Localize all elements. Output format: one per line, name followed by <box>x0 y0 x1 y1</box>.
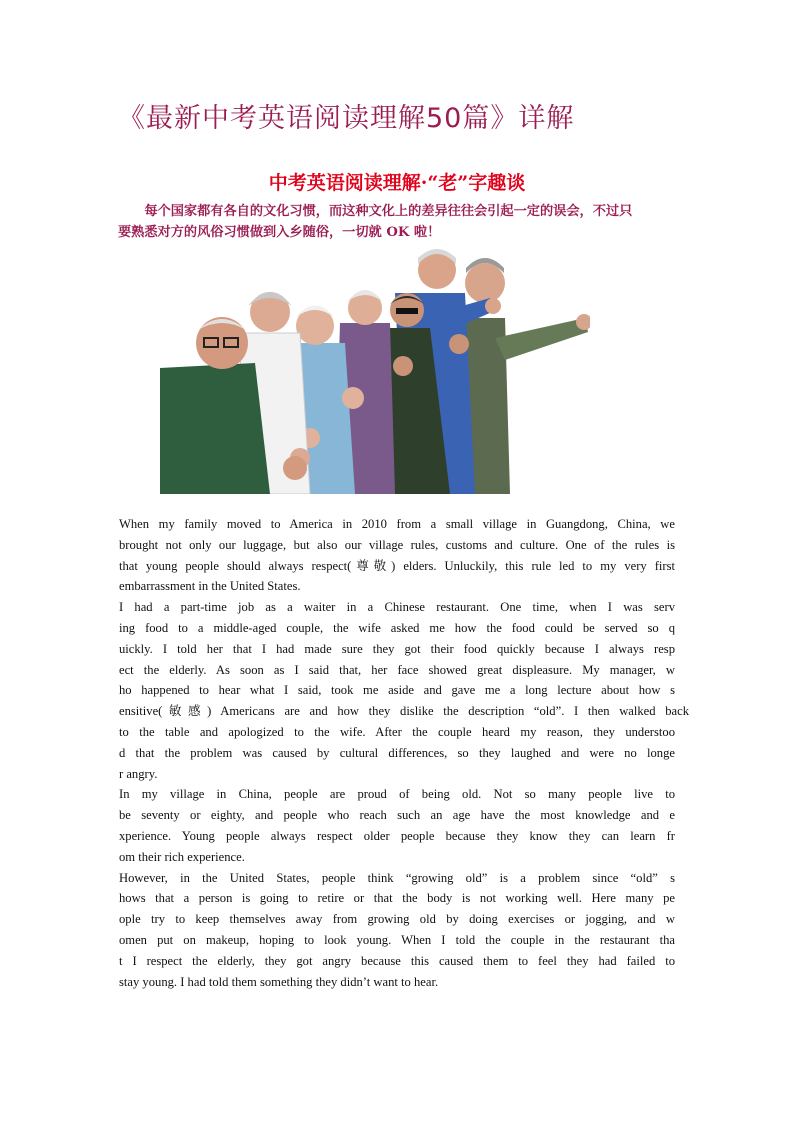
body-line: In my village in China, people are proud of being old. Not so many people live to <box>119 787 675 802</box>
body-line: When my family moved to America in 2010 from a small village in Guangdong, China, we <box>119 517 675 531</box>
body-line: t I respect the elderly, they got angry because this caused them to feel they had failed to <box>119 953 675 968</box>
elderly-group-photo-icon <box>160 248 590 494</box>
body-line: ople try to keep themselves away from growing old by doing exercises or jogging, and w <box>119 912 675 927</box>
body-line: omen put on makeup, hoping to look young. When I told the couple in the restaurant tha <box>119 932 675 947</box>
intro-line: 要熟悉对方的风俗习惯做到入乡随俗，一切就 OK 啦！ <box>118 225 441 240</box>
body-line: brought not only our luggage, but also our village rules, customs and culture. One of the rules is <box>119 537 675 552</box>
body-line: ing food to a middle-aged couple, the wife asked me how the food could be served so q <box>119 620 675 635</box>
body-line: that young people should always respect(尊敬) elders. Unluckily, this rule led to my very first <box>119 558 675 573</box>
body-line: uickly. I told her that I had made sure they got their food quickly because I always resp <box>119 641 675 656</box>
body-line: to the table and apologized to the wife. After the couple heard my reason, they understoo <box>119 724 675 739</box>
article-body <box>119 514 689 992</box>
body-line: stay young. I had told them something they didn’t want to hear. <box>119 974 439 989</box>
body-line: be seventy or eighty, and people who reach such an age have the most knowledge and e <box>119 808 675 823</box>
body-line: om their rich experience. <box>119 849 245 864</box>
body-line: ensitive(敏感) Americans are and how they dislike the description “old”. I then walked back <box>119 704 689 719</box>
body-line: ho happened to hear what I said, took me aside and gave me a long lecture about how s <box>119 683 675 698</box>
body-line: d that the problem was caused by cultural differences, so they laughed and were no longe <box>119 745 675 760</box>
intro-paragraph <box>118 201 678 243</box>
body-line: However, in the United States, people think “growing old” is a problem since “old” s <box>119 870 675 885</box>
body-line: xperience. Young people always respect older people because they know they can learn fr <box>119 828 675 843</box>
article-title: 中考英语阅读理解·“老”字趣谈 <box>268 172 526 194</box>
body-line: I had a part-time job as a waiter in a Chinese restaurant. One time, when I was serv <box>119 600 675 615</box>
body-line: hows that a person is going to retire or that the body is not working well. Here many pe <box>119 891 675 906</box>
body-line: ect the elderly. As soon as I said that, her face showed great displeasure. My manager, w <box>119 662 675 677</box>
body-line: embarrassment in the United States. <box>119 579 301 594</box>
intro-line: 每个国家都有各自的文化习惯，而这种文化上的差异往往会引起一定的误会，不过只 <box>118 204 633 219</box>
body-line: r angry. <box>119 766 158 781</box>
document-title: 《最新中考英语阅读理解50篇》详解 <box>118 103 575 134</box>
